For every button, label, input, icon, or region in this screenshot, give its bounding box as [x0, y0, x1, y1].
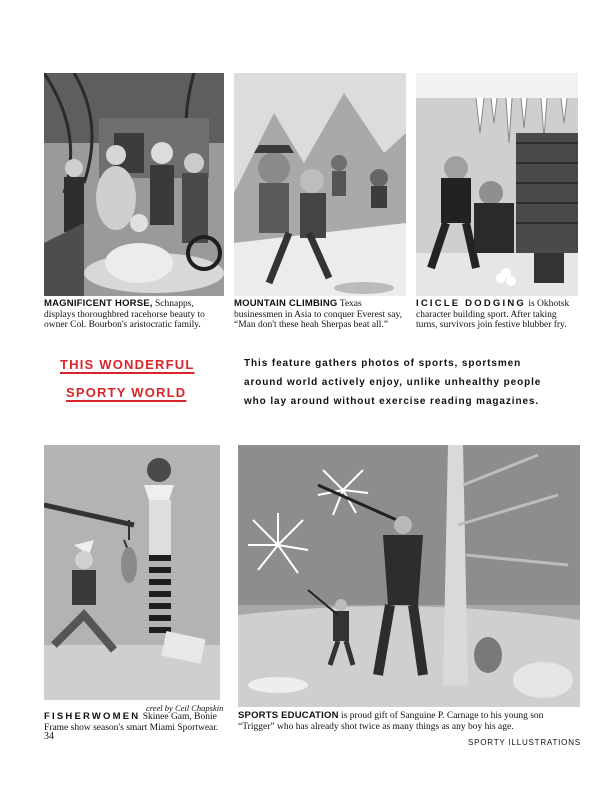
feature-intro [244, 354, 564, 411]
photo-icicle-dodging [416, 73, 578, 296]
caption-title: MAGNIFICENT HORSE, [44, 298, 153, 309]
caption-text: Schnapps, displays thoroughbred racehorse beauty to owner Col. Bourbon's aristocratic family. [44, 299, 205, 330]
intro-line: who lay around without exercise reading magazines. [244, 396, 540, 407]
caption-title: MOUNTAIN CLIMBING [234, 298, 338, 309]
caption-icicle-dodging [416, 299, 580, 331]
caption-fisherwomen [44, 712, 226, 733]
illustration-credit: creel by Ceil Chapskin [146, 703, 224, 713]
caption-text: is Okhotsk character building sport. After taking turns, survivors join festive blubber fry. [416, 299, 570, 330]
intro-line: This feature gathers photos of sports, sportsmen [244, 358, 522, 369]
photo-fisherwomen [44, 445, 220, 700]
caption-text: is proud gift of Sanguine P. Carnage to his young son “Trigger” who has already shot twice as many things as any boy his age. [238, 711, 544, 732]
intro-line: around world actively enjoy, unlike unhealthy people [244, 377, 542, 388]
caption-title: FISHERWOMEN [44, 711, 141, 722]
caption-sports-education [238, 711, 580, 732]
caption-text: Skinee Gam, Bonie Frame show season's smart Miami Sportwear. [44, 712, 219, 733]
caption-title: SPORTS EDUCATION [238, 710, 339, 721]
photo-mountain-climbing [234, 73, 406, 296]
caption-title: ICICLE DODGING [416, 298, 526, 309]
feature-title-line2: SPORTY WORLD [66, 385, 187, 400]
page-number: 34 [44, 731, 54, 742]
photo-sports-education [238, 445, 580, 707]
caption-mountain-climbing [234, 299, 408, 331]
feature-title-line1: THIS WONDERFUL [60, 357, 195, 372]
magazine-footer: SPORTY ILLUSTRATIONS [468, 738, 581, 747]
photo-magnificent-horse [44, 73, 224, 296]
caption-magnificent-horse [44, 299, 226, 331]
caption-text: Texas businessmen in Asia to conquer Everest say, “Man don't these heah Sherpas beat all.” [234, 299, 402, 330]
